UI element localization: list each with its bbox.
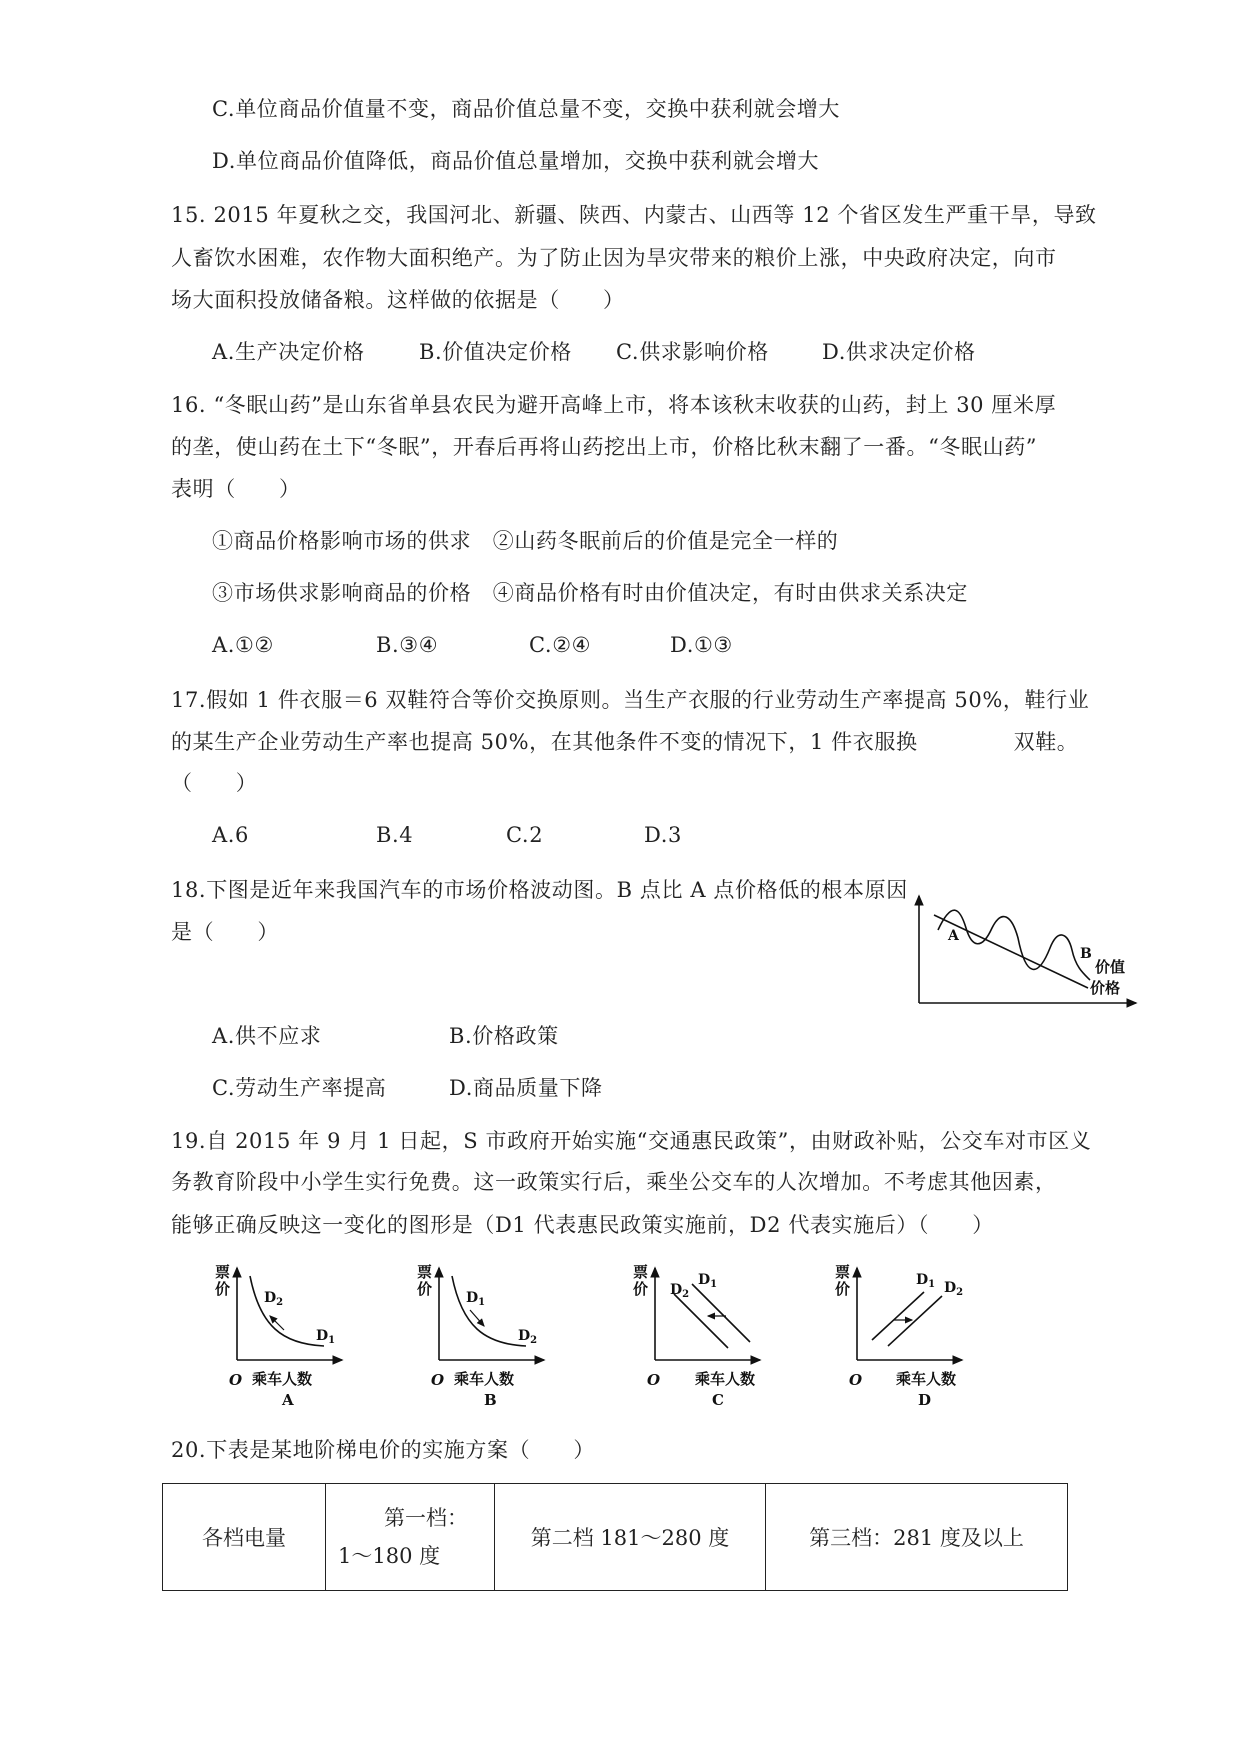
q18-option-d: D.商品质量下降 — [449, 1076, 603, 1100]
q17-option-a: A.6 — [212, 823, 250, 847]
y-axis-label-line-2: 价 — [215, 1280, 231, 1298]
tier1-line-1: 第一档： — [384, 1506, 468, 1530]
origin-label: O — [647, 1371, 661, 1389]
q16-stem-line-1: 16. “冬眠山药”是山东省单县农民为避开高峰上市，将本该秋末收获的山药，封上 30 厘米厚 — [171, 393, 1057, 417]
tiered-electricity-table — [162, 1483, 1068, 1591]
table-row — [163, 1484, 1068, 1591]
q18-option-c: C.劳动生产率提高 — [212, 1076, 387, 1100]
y-axis-label-line-1: 票 — [215, 1263, 231, 1281]
tier1-cell — [326, 1484, 495, 1591]
q18-price-fluctuation-figure — [908, 888, 1148, 1012]
svg-text:票: 票 — [633, 1263, 649, 1281]
q17-stem-line-2 — [171, 728, 1078, 756]
graph-label-a: A — [282, 1391, 294, 1409]
value-label: 价值 — [1095, 958, 1126, 976]
q19-stem-line-2: 务教育阶段中小学生实行免费。这一政策实行后，乘坐公交车的人次增加。不考虑其他因素， — [171, 1170, 1057, 1194]
q17-option-b: B.4 — [376, 823, 414, 847]
d2-label: $D_2$ — [264, 1290, 284, 1308]
q18-option-a: A.供不应求 — [212, 1024, 322, 1048]
q16-stem-line-2: 的垄，使山药在土下“冬眠”，开春后再将山药挖出上市，价格比秋末翻了一番。“冬眠山药” — [171, 435, 1038, 459]
q17-stem-line-2-after: 双鞋。 — [1013, 730, 1079, 754]
table-header-cell: 各档电量 — [163, 1484, 326, 1591]
q16-stem-line-3: 表明（ ） — [171, 477, 301, 501]
tier1-line-2: 1～180 度 — [338, 1544, 441, 1568]
q16-option-b: B.③④ — [376, 633, 439, 657]
q15-option-d: D.供求决定价格 — [822, 340, 976, 364]
q17-stem-line-2-before: 的某生产企业劳动生产率也提高 50%，在其他条件不变的情况下，1 件衣服换 — [171, 730, 918, 754]
svg-text:票: 票 — [835, 1263, 851, 1281]
q17-option-c: C.2 — [506, 823, 544, 847]
x-axis-label: 乘车人数 — [896, 1370, 957, 1388]
q19-graph-b — [414, 1260, 574, 1409]
point-b-label: B — [1080, 946, 1092, 962]
d1-label: $D_1$ — [316, 1328, 336, 1346]
q19-graph-d — [832, 1260, 992, 1409]
svg-text:价: 价 — [633, 1280, 649, 1298]
d1-label: $D_1$ — [698, 1272, 718, 1290]
value-line — [934, 915, 1088, 988]
q18-option-b: B.价格政策 — [449, 1024, 559, 1048]
q19-stem-line-1: 19.自 2015 年 9 月 1 日起，S 市政府开始实施“交通惠民政策”，由财政补贴，公交车对市区义 — [171, 1129, 1092, 1153]
x-axis-label: 乘车人数 — [454, 1370, 515, 1388]
q14-option-d: D.单位商品价值降低，商品价值总量增加，交换中获利就会增大 — [212, 149, 820, 173]
x-axis-label: 乘车人数 — [252, 1370, 313, 1388]
q16-option-c: C.②④ — [529, 633, 592, 657]
q18-stem-line-1: 18.下图是近年来我国汽车的市场价格波动图。B 点比 A 点价格低的根本原因 — [171, 878, 908, 902]
q15-option-b: B.价值决定价格 — [419, 340, 572, 364]
q16-option-d: D.①③ — [670, 633, 733, 657]
q15-option-a: A.生产决定价格 — [212, 340, 365, 364]
q19-graph-a — [212, 1260, 372, 1409]
price-curve — [938, 910, 1090, 980]
d1-label: $D_1$ — [466, 1290, 486, 1308]
origin-label: O — [431, 1371, 445, 1389]
q16-statement-1: ①商品价格影响市场的供求 ②山药冬眠前后的价值是完全一样的 — [212, 529, 839, 553]
d1-label: $D_1$ — [916, 1272, 936, 1290]
graph-label-c: C — [712, 1391, 724, 1409]
q15-stem-line-3: 场大面积投放储备粮。这样做的依据是（ ） — [171, 288, 625, 312]
q17-stem-line-1: 17.假如 1 件衣服＝6 双鞋符合等价交换原则。当生产衣服的行业劳动生产率提高 50%，鞋行业 — [171, 688, 1090, 712]
q18-stem-line-2: 是（ ） — [171, 920, 279, 944]
svg-text:价: 价 — [835, 1280, 851, 1298]
q16-option-a: A.①② — [212, 633, 274, 657]
origin-label: O — [849, 1371, 863, 1389]
q15-stem-line-2: 人畜饮水困难，农作物大面积绝产。为了防止因为旱灾带来的粮价上涨，中央政府决定，向市 — [171, 246, 1057, 270]
tier2-cell: 第二档 181～280 度 — [495, 1484, 766, 1591]
svg-text:价: 价 — [417, 1280, 433, 1298]
point-a-label: A — [948, 928, 959, 944]
q15-stem-line-1: 15. 2015 年夏秋之交，我国河北、新疆、陕西、内蒙古、山西等 12 个省区发生严重干旱，导致 — [171, 203, 1097, 227]
q16-statement-2: ③市场供求影响商品的价格 ④商品价格有时由价值决定，有时由供求关系决定 — [212, 581, 968, 605]
q19-stem-line-3: 能够正确反映这一变化的图形是（D1 代表惠民政策实施前，D2 代表实施后）（ ） — [171, 1213, 994, 1237]
d2-label: $D_2$ — [670, 1282, 690, 1300]
q14-option-c: C.单位商品价值量不变，商品价值总量不变，交换中获利就会增大 — [212, 97, 840, 121]
q15-option-c: C.供求影响价格 — [616, 340, 769, 364]
tier3-cell: 第三档：281 度及以上 — [766, 1484, 1068, 1591]
q20-stem: 20.下表是某地阶梯电价的实施方案（ ） — [171, 1438, 595, 1462]
d2-label: $D_2$ — [518, 1328, 538, 1346]
d2-label: $D_2$ — [944, 1280, 964, 1298]
origin-label: O — [229, 1371, 243, 1389]
graph-label-b: B — [484, 1391, 497, 1409]
svg-text:票: 票 — [417, 1263, 433, 1281]
price-label: 价格 — [1090, 979, 1121, 997]
graph-label-d: D — [918, 1391, 932, 1409]
q19-graph-c — [630, 1260, 790, 1409]
q17-stem-line-3: （ ） — [171, 771, 258, 795]
x-axis-label: 乘车人数 — [695, 1370, 756, 1388]
q17-option-d: D.3 — [644, 823, 682, 847]
